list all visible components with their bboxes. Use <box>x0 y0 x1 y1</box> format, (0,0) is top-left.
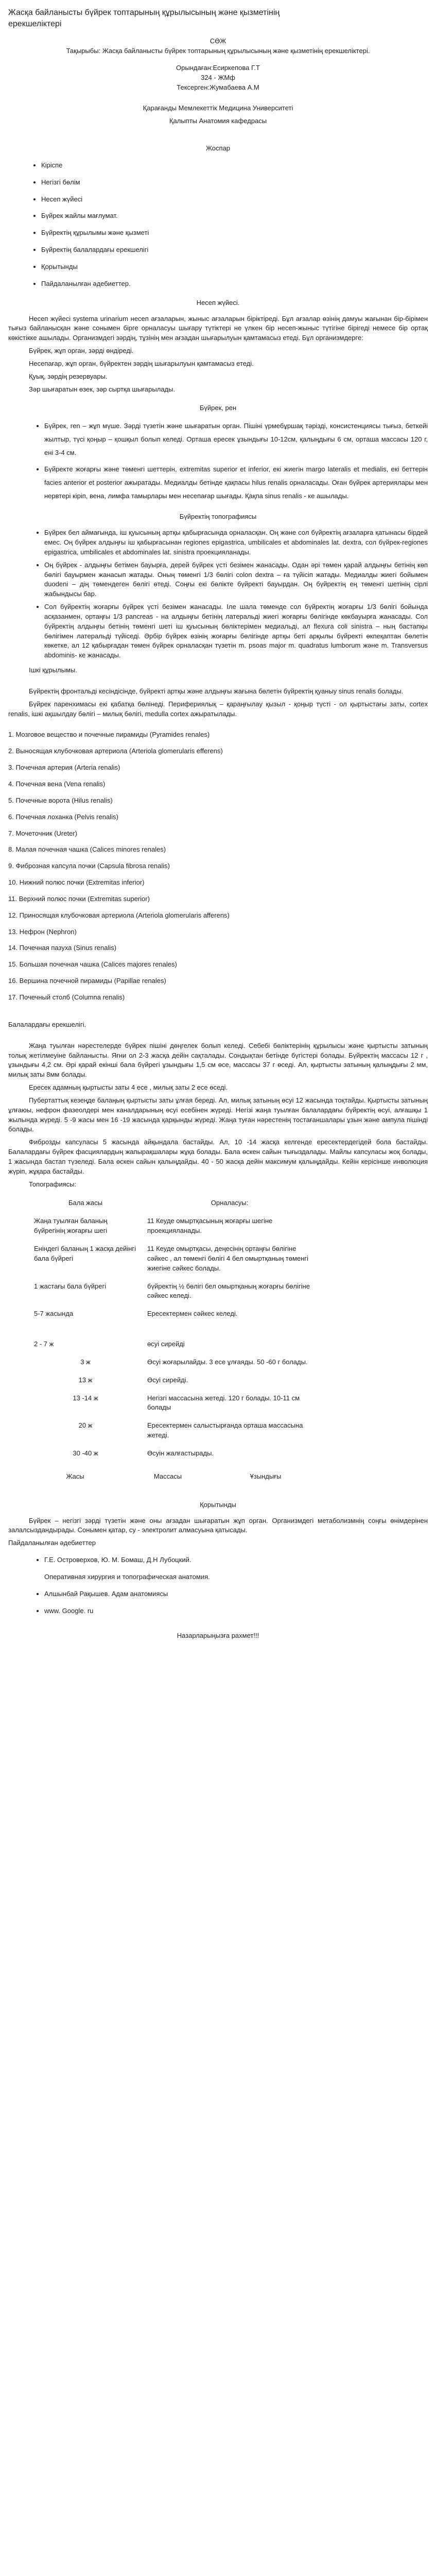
children-paragraph: Пубертаттық кезеңде балаңың қыртысты заты ұлғая береді. Ал, милық затының өсуі 12 жасында тоқтайды. Қыртысты затының ұлғаюы, нефрон фазеолдері мен каналдарының өсуі есебінен жүреді. Негізі жаңа туылған балалардағы бүйректің өсуі, алғашқы 1 жылында жүреді. 5 -9 жасы мен 16 -19 жасында қарқынды жүреді. Жаңа туған нәрестенің тостағаншалары ұзын және ампула пішінді болады. <box>8 1096 428 1133</box>
plan-item: • Қорытынды <box>41 262 428 272</box>
table-row <box>29 1371 317 1389</box>
plan-item: • Несеп жүйесі <box>41 195 428 205</box>
structure-item: 16. Вершина почечной пирамиды (Papillae renales) <box>8 977 166 985</box>
structure-item: 3. Почечная артерия (Arteria renalis) <box>8 764 120 772</box>
thanks-line: Назарларыңызға рахмет!!! <box>177 1632 259 1640</box>
table-row <box>29 1445 317 1463</box>
reference-item: • Г.Е. Островерхов, Ю. М. Бомаш, Д.Н Лубоцкий. <box>44 1555 428 1565</box>
table-footer-cell: Жасы <box>66 1472 84 1480</box>
reference-item: Оперативная хирургия и топографическая анатомия. <box>44 1572 210 1581</box>
department-line: Қалыпты Анатомия кафедрасы <box>169 117 267 125</box>
plan-item: • Бүйрек жайлы мағлумат. <box>41 211 428 221</box>
topography-bullet: • Бүйрек бел аймағында, іш қуысының артқы қабырғасында орналасқан. Оң және сол бүйректің ағзаларға қатынасы бірдей емес. Оң бүйрек алдыңғы іш қабырғасынан regiones epigastrica, umbilicales et abdominales lat. dextra, сол бүйрек-regiones epigastrica, umbilicales et abdominales lat. sinistra проекцияланады. <box>44 528 428 557</box>
table-cell: өсуі сирейді <box>147 1340 185 1348</box>
table-footer-row <box>29 1468 317 1486</box>
table-footer-cell: Ұзындығы <box>250 1472 282 1480</box>
table-cell: Ересектермен сәйкес келеді. <box>147 1310 238 1318</box>
reference-item: • www. Google. ru <box>44 1606 428 1616</box>
checker-line: Тексерген:Жумабаева А.М <box>177 83 259 91</box>
kidney-structures-list <box>8 730 428 1002</box>
children-paragraph: Ересек адамның қыртысты заты 4 есе , милық заты 2 есе өседі. <box>29 1083 228 1092</box>
group-line: 324 - ЖМф <box>201 73 235 81</box>
author-line: Орындаған:Есиркепова Г.Т <box>176 63 260 72</box>
table-cell: 13 ж <box>78 1376 93 1384</box>
table-cell: Еніндегі баланың 1 жасқа дейінгі бала бүйрегі <box>34 1245 136 1262</box>
plan-item: • Кіріспе <box>41 161 428 171</box>
structure-item: 12. Приносящая клубочковая артериола (Arteriola glomerularis afferens) <box>8 911 230 919</box>
structure-item: 8. Малая почечная чашка (Calices minores renales) <box>8 845 166 854</box>
table-cell: бүйректің ½ бөлігі бел омыртқаның жоғарғы бөлігіне сәйкес келеді. <box>147 1282 310 1300</box>
document-title: Жасқа байланысты бүйрек топтарының құрылысының және қызметінің ерекшеліктері <box>8 8 280 28</box>
internal-structure-heading: Ішкі құрылымы. <box>29 666 77 674</box>
structure-item: 6. Почечная лоханка (Pelvis renalis) <box>8 812 118 821</box>
kidney-bullets <box>8 419 428 503</box>
plan-item: • Негізгі бөлім <box>41 178 428 188</box>
structure-item: 10. Нижний полюс почки (Extremitas inferior) <box>8 878 145 887</box>
structure-item: 11. Верхний полюс почки (Extremitas superior) <box>8 894 150 903</box>
table-row <box>29 1240 317 1278</box>
urinary-paragraph: Бүйрек, жұп орган, зәрді өндіреді. <box>29 347 134 355</box>
urinary-paragraph: Несеп жүйесі systema urinarium несеп ағзаларын, жыныс ағзаларын біріктіреді. Бұл ағзалар өзінің дамуы жағынан бір-бірімен тығыз байланысқан және сонымен бірге орналасуы шығару түтіктері не үлкен бір несеп-жыныс түтігіне бірігеді немесе бір ортақ көкістікке ашылады. Организмдегі зәрдің, тұзінің мен ағзадан шығарылуын қамтамасыз етеді. Бұл организмдерге: <box>8 314 428 342</box>
urinary-paragraph: Қуық, зәрдің резервуары. <box>29 372 108 380</box>
children-topography-label: Топографиясы: <box>29 1180 77 1188</box>
structure-item: 17. Почечный столб (Columna renalis) <box>8 993 125 1001</box>
table-row <box>29 1353 317 1371</box>
table-cell: 3 ж <box>80 1358 91 1366</box>
table-cell: 1 жастағы бала бүйрегі <box>34 1282 107 1290</box>
table-cell: Ересектермен салыстырғанда орташа массасына жетеді. <box>147 1421 303 1439</box>
table-cell: Өсуі сирейді. <box>147 1376 188 1384</box>
sozh-label: СӨЖ <box>210 37 226 45</box>
table-row <box>29 1335 317 1353</box>
table-row <box>29 1212 317 1240</box>
table-header-cell: Орналасуы: <box>211 1199 249 1207</box>
urinary-paragraph: Несепағар, жұп орган, бүйректен зәрдің шығарылуын қамтамасыз етеді. <box>29 359 254 367</box>
table-row <box>29 1323 317 1335</box>
table-footer <box>29 1468 317 1486</box>
structure-item: 2. Выносящая клубочковая артериола (Arteriola glomerularis efferens) <box>8 747 223 755</box>
conclusion-paragraph: Бүйрек – негізгі зәрді түзетін және оны ағзадан шығаратын жұп орган. Организмдегі метаболизмнің соңғы өнімдерінен залалсыздандырады. Сонымен қатар, су - электролит алмасуына қатысады. <box>8 1516 428 1534</box>
urinary-section-title: Несеп жүйесі. <box>196 298 240 307</box>
table-cell: 2 - 7 ж <box>34 1340 54 1348</box>
table-cell: 30 -40 ж <box>73 1449 98 1457</box>
structure-item: 5. Почечные ворота (Hilus renalis) <box>8 796 113 804</box>
plan-item: • Бүйректің құрылымы және қызметі <box>41 228 428 238</box>
structure-item: 15. Большая почечная чашка (Calices majores renales) <box>8 960 177 969</box>
topography-bullets <box>8 528 428 660</box>
structure-item: 7. Мочеточник (Ureter) <box>8 829 77 837</box>
table-cell <box>142 1323 317 1335</box>
table-header-cell: Бала жасы <box>68 1199 102 1207</box>
table-cell: 20 ж <box>78 1421 93 1430</box>
references-title: Пайдаланылған әдебиеттер <box>8 1539 96 1547</box>
table-cell: 11 Кеуде омыртқасының жоғарғы шегіне проекцияланады. <box>147 1217 273 1235</box>
structure-item: 1. Мозговое вещество и почечные пирамиды (Pyramides renales) <box>8 731 210 739</box>
children-paragraph: Фиброзды капсуласы 5 жасында айқындала бастайды. Ал, 10 -14 жасқа келгенде ересектердегідей бола бастайды. Балалардағы бүйрек фасциялардың жапырақшалары жұқа болады. Бала өскен сайын тығыздалады. Майлы капсуласы жоқ болады, 1 жасында бастап түзеледі. Бала өскен сайын қалыңдайды. 40 - 50 жасқа дейін максимум қалыңдайды. Кейін керісінше инволюция жүріп, жұқара бастайды. <box>8 1138 428 1175</box>
structure-item: 4. Почечная вена (Vena renalis) <box>8 780 106 788</box>
age-location-table <box>29 1194 317 1462</box>
topography-bullet: • Оң бүйрек - алдыңғы бетімен бауырға, дерей бүйрек үсті безімен жанасады. Одан әрі төмен қарай алдыңғы бетінің көп бөлігі бауырмен жанасып жатады. Оның төменгі 1/3 бөлігі colon dextra – ға түйісіп жатады. Медиалды жиегі бойымен duodeni – дің төмендеген бөлігі өтеді. Соңғы екі бөлікте бүйректі бауырдан. Оң бүйректің ең төменгі шетінің сірлі жабындысы бар. <box>44 561 428 599</box>
table-cell: Негізгі массасына жетеді. 120 г болады. 10-11 см болады <box>147 1394 300 1412</box>
structure-item: 14. Почечная пазуха (Sinus renalis) <box>8 944 117 952</box>
plan-item: • Пайдаланылған әдебиеттер. <box>41 279 428 289</box>
plan-title: Жоспар <box>205 144 231 152</box>
structure-item: 13. Нефрон (Nephron) <box>8 927 77 936</box>
urinary-paragraph: Зәр шығаратын өзек, зәр сыртқа шығарылады. <box>29 385 176 393</box>
table-cell: 11 Кеуде омыртқасы, деңесінің ортаңғы бөлігіне сәйкес , ал төменгі бөлігі 4 бел омыртқаның төменгі жиегіне сәйкес болады. <box>147 1245 308 1272</box>
table-row <box>29 1305 317 1323</box>
children-paragraph: Жаңа туылған нәрестелерде бүйрек пішіні дөңгелек болып келеді. Себебі бөліктерінің құрылысы және қыртысты затының толық жетілмеуіне байланысты. Яғни ол 2-3 жасқа дейін сақталады. Сондықтан бетінде бүгістері болады. Бүйректің массасы 12 г , ұзындығы 4,2 см. Әрі қарай екінші бала бүйрегі ұзындығы 1,5 см өсе, массасы 37 г өседі. Ал, қыртысты затының қалыңдығы 2 мм, милық заты 8мм болады. <box>8 1041 428 1079</box>
plan-list <box>8 161 428 289</box>
internal-paragraph: Бүйректің фронтальді кесіндісінде, бүйректі артқы және алдыңғы жағына бөлетін бүйректің қуаныу sinus renalis болады. <box>29 687 404 695</box>
plan-item: • Бүйректің балалардағы ерекшелігі <box>41 245 428 255</box>
table-cell: 5-7 жасында <box>34 1310 74 1318</box>
kidney-bullet: • Бүйректе жоғарғы және төменгі шеттерін, extremitas superior et inferior, екі жиегін margo lateralis et medialis, екі беттерін facies anterior et posterior ажыратады. Медиалды бетінде қақпасы hilus renalis орналасады. Оған бүйрек артериялары мен нервтері кіріп, вена, лимфа тамырлары мен несепағар шығады. Қақпа sinus renalis - ке ашылады. <box>44 463 428 503</box>
table-row <box>29 1417 317 1445</box>
conclusion-title: Қорытынды <box>200 1500 236 1509</box>
structure-item: 9. Фиброзная капсула почки (Capsula fibrosa renalis) <box>8 862 170 870</box>
topography-section-title: Бүйректің топографиясы <box>179 513 257 521</box>
table-cell: Жаңа туылған баланың бүйрегінің жоғарғы шегі <box>34 1217 108 1235</box>
university-line: Қарағанды Мемлекеттік Медицина Университеті <box>143 104 293 112</box>
reference-item: • Алшынбай Рақышев. Адам анатомиясы <box>44 1589 428 1599</box>
references-list <box>8 1555 428 1616</box>
table-cell <box>29 1323 142 1335</box>
kidney-bullet: • Бүйрек, ren – жұп мүше. Зәрді түзетін және шығаратын орган. Пішіні үрмебұршақ тәрізді, консистенциясы тығыз, беткейі жылтыр, түсі қоңыр – қошқыл болып келеді. Орташа ересек ұзындығы 10-12см, қалыңдығы 6 см, орташа массасы 120 г, ені 3-4 см. <box>44 419 428 460</box>
table-cell: Өсуін жалғастырады. <box>147 1449 214 1457</box>
title-page-meta <box>8 37 428 126</box>
topic-line: Тақырыбы: Жасқа байланысты бүйрек топтарының құрылысының және қызметінің ерекшеліктері. <box>66 47 370 55</box>
topography-bullet: • Сол бүйректің жоғарғы бүйрек үсті безімен жанасады. Іле шала төменде сол бүйректің жоғарғы 1/3 бөлігі бойында асқазанмен, ортаңғы 1/3 pancreas - на алдыңғы бетінің латеральді жиегі жоғарғы бөлігінде көкбауырға жанасады. Сол бүйректің алдыңғы бетінің төменгі шеті іш қуысының бөліктерімен медиальді, ал flexura coli sinistra – ның бастапқы бөлігімен латеральді түйіседі. Әрбір бүйрек өзінің жоғарғы бөлігінде артқы беті арқылы бүйректі өкпеқаптан бөлетін көкетке, ал 12 қабырғадан төмен бүйрек орналасқан түзетін m. psoas major m. quadratus lumborum және m. Transversus abdominis- ке жанасады. <box>44 602 428 660</box>
table-row <box>29 1389 317 1417</box>
children-section-title: Балалардағы ерекшелігі. <box>8 1020 86 1028</box>
table-row <box>29 1278 317 1306</box>
kidney-section-title: Бүйрек, рен <box>199 404 237 412</box>
table-footer-cell: Массасы <box>153 1472 182 1480</box>
internal-paragraph: Бүйрек паренхимасы екі қабатқа бөлінеді. Перифериялық – қараңғылау қызыл - қоңыр түсті - ол қыртыстағы заты, cortex renalis, ішкі ақшылдау бөлігі – милық бөлігі, medulla cortex ажыратылады. <box>8 700 428 718</box>
table-header-row <box>29 1194 317 1212</box>
table-cell: Өсуі жоғарылайды. 3 есе ұлғаяды. 50 -60 г болады. <box>147 1358 308 1366</box>
table-cell: 13 -14 ж <box>73 1394 98 1402</box>
